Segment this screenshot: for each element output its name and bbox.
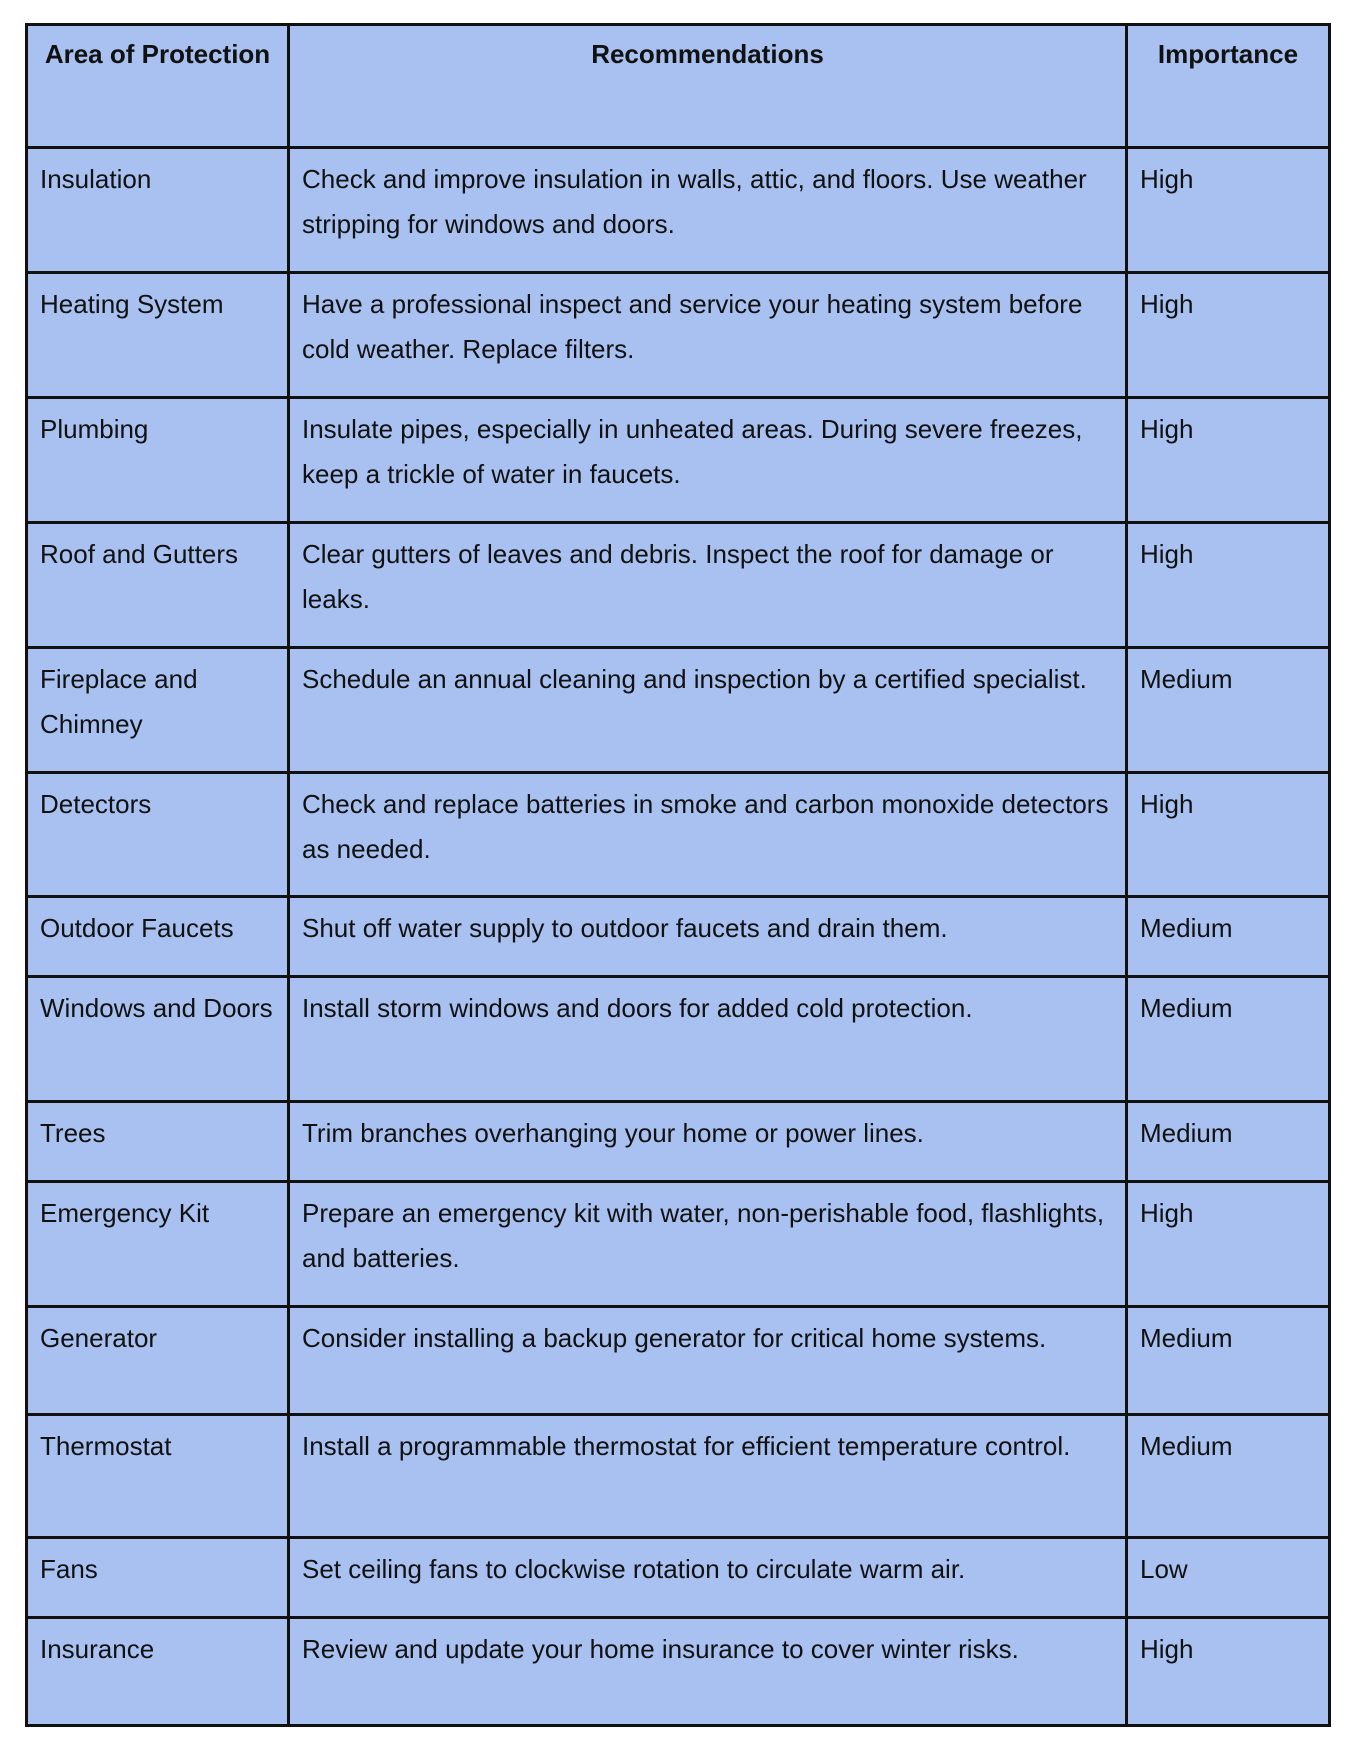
importance-cell: Low [1127, 1538, 1330, 1618]
table-row [27, 773, 1330, 897]
recommendation-cell: Insulate pipes, especially in unheated areas. During severe freezes, keep a trickle of water in faucets. [289, 398, 1127, 523]
area-cell: Fireplace and Chimney [27, 648, 289, 773]
table-row [27, 977, 1330, 1102]
importance-cell: Medium [1127, 1307, 1330, 1415]
importance-cell: High [1127, 398, 1330, 523]
table-row [27, 1538, 1330, 1618]
header-row [27, 25, 1330, 148]
importance-cell: Medium [1127, 977, 1330, 1102]
area-cell: Fans [27, 1538, 289, 1618]
table-row [27, 523, 1330, 648]
importance-cell: High [1127, 523, 1330, 648]
recommendation-cell: Schedule an annual cleaning and inspection by a certified specialist. [289, 648, 1127, 773]
importance-cell: High [1127, 148, 1330, 273]
area-cell: Heating System [27, 273, 289, 398]
recommendation-cell: Shut off water supply to outdoor faucets and drain them. [289, 897, 1127, 977]
table-row [27, 398, 1330, 523]
importance-cell: Medium [1127, 897, 1330, 977]
winter-protection-table [25, 23, 1331, 1727]
importance-cell: Medium [1127, 1102, 1330, 1182]
importance-cell: High [1127, 773, 1330, 897]
table-row [27, 1415, 1330, 1538]
recommendation-cell: Check and improve insulation in walls, attic, and floors. Use weather stripping for windows and doors. [289, 148, 1127, 273]
header-recommendations: Recommendations [289, 25, 1127, 148]
recommendation-cell: Clear gutters of leaves and debris. Inspect the roof for damage or leaks. [289, 523, 1127, 648]
importance-cell: High [1127, 1182, 1330, 1307]
area-cell: Insurance [27, 1618, 289, 1726]
header-area: Area of Protection [27, 25, 289, 148]
importance-cell: High [1127, 1618, 1330, 1726]
recommendation-cell: Trim branches overhanging your home or power lines. [289, 1102, 1127, 1182]
table-row [27, 1102, 1330, 1182]
area-cell: Outdoor Faucets [27, 897, 289, 977]
table-header [27, 25, 1330, 148]
area-cell: Thermostat [27, 1415, 289, 1538]
importance-cell: High [1127, 273, 1330, 398]
area-cell: Trees [27, 1102, 289, 1182]
recommendation-cell: Install storm windows and doors for added cold protection. [289, 977, 1127, 1102]
recommendation-cell: Prepare an emergency kit with water, non-perishable food, flashlights, and batteries. [289, 1182, 1127, 1307]
area-cell: Roof and Gutters [27, 523, 289, 648]
header-importance: Importance [1127, 25, 1330, 148]
area-cell: Plumbing [27, 398, 289, 523]
recommendation-cell: Check and replace batteries in smoke and carbon monoxide detectors as needed. [289, 773, 1127, 897]
table-row [27, 648, 1330, 773]
table-row [27, 897, 1330, 977]
recommendation-cell: Install a programmable thermostat for efficient temperature control. [289, 1415, 1127, 1538]
table-row [27, 273, 1330, 398]
recommendation-cell: Consider installing a backup generator for critical home systems. [289, 1307, 1127, 1415]
table-row [27, 1618, 1330, 1726]
recommendation-cell: Have a professional inspect and service your heating system before cold weather. Replace filters. [289, 273, 1127, 398]
table-body [27, 148, 1330, 1726]
recommendation-cell: Review and update your home insurance to cover winter risks. [289, 1618, 1127, 1726]
table-row [27, 1307, 1330, 1415]
area-cell: Insulation [27, 148, 289, 273]
area-cell: Generator [27, 1307, 289, 1415]
recommendation-cell: Set ceiling fans to clockwise rotation to circulate warm air. [289, 1538, 1127, 1618]
table-row [27, 1182, 1330, 1307]
area-cell: Detectors [27, 773, 289, 897]
area-cell: Windows and Doors [27, 977, 289, 1102]
area-cell: Emergency Kit [27, 1182, 289, 1307]
table-row [27, 148, 1330, 273]
importance-cell: Medium [1127, 648, 1330, 773]
importance-cell: Medium [1127, 1415, 1330, 1538]
